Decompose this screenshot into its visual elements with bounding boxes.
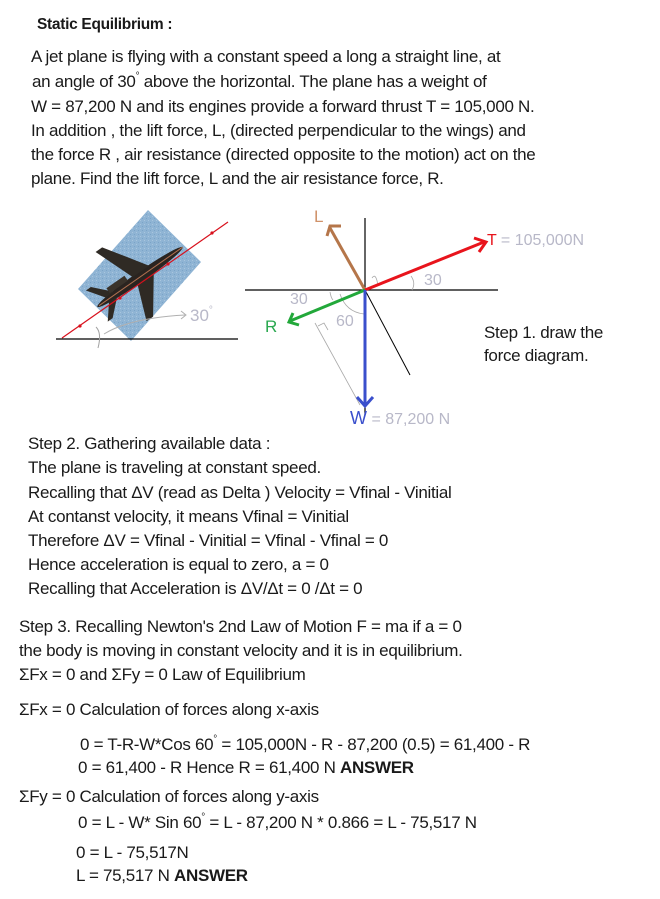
plane-angle-label: 30° [190,305,213,325]
step2-line: Hence acceleration is equal to zero, a = 0 [28,555,329,574]
thrust-label: T = 105,000N [487,232,585,249]
degree-symbol: ° [213,734,217,745]
step3-line: ΣFx = 0 and ΣFy = 0 Law of Equilibrium [19,665,306,684]
problem-line: W = 87,200 N and its engines provide a forward thrust T = 105,000 N. [31,97,535,116]
y-axis-final: L = 75,517 N ANSWER [76,866,248,885]
perpendicular-line [365,290,410,375]
step3-line: the body is moving in constant velocity and it is in equilibrium. [19,641,463,660]
resistance-angle-label: 30 [290,291,308,308]
x-axis-result: 0 = 61,400 - R Hence R = 61,400 N ANSWER [78,758,414,777]
problem-line: A jet plane is flying with a constant speed a long a straight line, at [31,47,501,66]
problem-line: an angle of 30° above the horizontal. The plane has a weight of [32,71,487,91]
angle-arc-resistance [330,292,333,300]
problem-line: the force R , air resistance (directed opposite to the motion) act on the [31,145,536,164]
force-axes [245,218,498,415]
projection-line [315,323,360,405]
step2-line: Recalling that ΔV (read as Delta ) Velocity = Vfinal - Vinitial [28,483,452,502]
problem-line: In addition , the lift force, L, (directed perpendicular to the wings) and [31,121,526,140]
angle-arc-weight [340,294,364,314]
step2-line: The plane is traveling at constant speed. [28,458,321,477]
problem-line: plane. Find the lift force, L and the air resistance force, R. [31,169,444,188]
x-axis-heading: ΣFx = 0 Calculation of forces along x-axis [19,700,319,719]
weight-label: W = 87,200 N [350,408,451,428]
weight-vector [357,290,373,406]
angle-arc [96,327,100,348]
step1-line: Step 1. draw the [484,323,603,342]
resistance-label: R [265,317,278,336]
step2-line: Step 2. Gathering available data : [28,434,271,453]
right-angle-marker [318,323,328,330]
y-axis-equation: 0 = L - W* Sin 60° = L - 87,200 N * 0.866 = L - 75,517 N [78,812,477,832]
page-title: Static Equilibrium : [37,16,173,33]
y-axis-heading: ΣFy = 0 Calculation of forces along y-axis [19,787,319,806]
degree-symbol: ° [135,71,140,82]
lift-vector [327,226,365,290]
force-diagram [0,0,660,440]
thrust-angle-label: 30 [424,272,442,289]
step1-line: force diagram. [484,346,589,365]
angle-arc-thrust [411,276,414,290]
lift-label: L [314,207,324,226]
x-axis-equation: 0 = T-R-W*Cos 60° = 105,000N - R - 87,200 (0.5) = 61,400 - R [80,734,531,754]
answer-label: ANSWER [339,758,414,777]
step2-line: At contanst velocity, it means Vfinal = Vinitial [28,507,349,526]
step3-line: Step 3. Recalling Newton's 2nd Law of Motion F = ma if a = 0 [19,617,462,636]
degree-symbol: ° [201,812,205,823]
step2-line: Recalling that Acceleration is ΔV/Δt = 0 /Δt = 0 [28,579,363,598]
step2-line: Therefore ΔV = Vfinal - Vinitial = Vfinal - Vfinal = 0 [28,531,389,550]
weight-angle-label: 60 [336,313,354,330]
answer-label: ANSWER [174,866,248,885]
y-axis-result: 0 = L - 75,517N [76,843,189,862]
plane-illustration [56,209,238,348]
